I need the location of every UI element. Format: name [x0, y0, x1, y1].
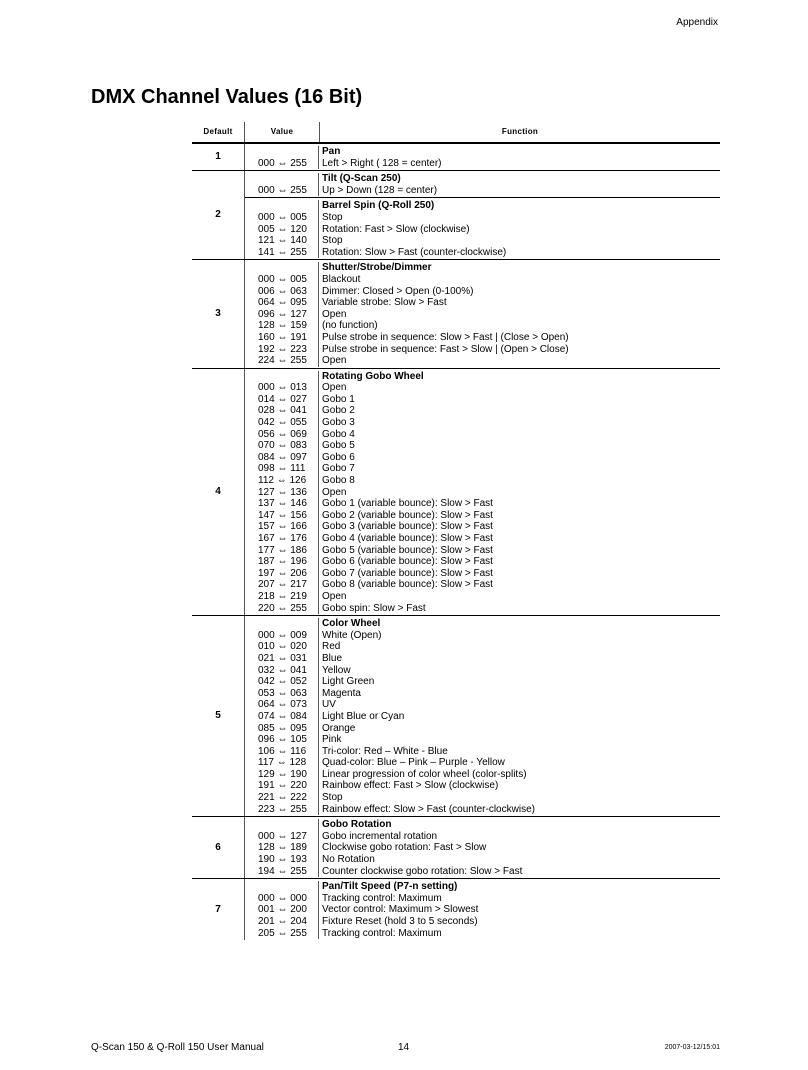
header-default: Default [192, 122, 245, 142]
function-description: Rotation: Slow > Fast (counter-clockwise) [322, 246, 507, 258]
dmx-range: 224 ⇔ 255 [245, 355, 319, 367]
table-header [192, 122, 720, 144]
function-description: UV [322, 699, 336, 711]
channel-default: 7 [192, 879, 245, 940]
function-description: White (Open) [322, 629, 382, 641]
channel-blocks [245, 171, 720, 259]
table-row [245, 591, 720, 603]
function-description: Blackout [322, 273, 361, 285]
channel-default: 1 [192, 144, 245, 170]
table-row [245, 579, 720, 591]
table-row [245, 394, 720, 406]
table-row [245, 212, 720, 224]
table-row [245, 475, 720, 487]
table-row [245, 928, 720, 940]
table-row [245, 568, 720, 580]
dmx-range: 000 ⇔ 013 [245, 382, 319, 394]
dmx-range: 207 ⇔ 217 [245, 579, 319, 591]
table-row [245, 545, 720, 557]
table-row [245, 498, 720, 510]
function-heading: Pan [322, 146, 341, 157]
function-description: Dimmer: Closed > Open (0-100%) [322, 285, 474, 297]
function-description: Stop [322, 235, 343, 247]
dmx-range: 194 ⇔ 255 [245, 866, 319, 878]
table-row [245, 723, 720, 735]
function-description: Gobo 5 (variable bounce): Slow > Fast [322, 544, 493, 556]
table-row [245, 556, 720, 568]
table-row [245, 355, 720, 367]
table-row [245, 665, 720, 677]
table-row [245, 842, 720, 854]
table-row [245, 429, 720, 441]
function-heading-row [245, 200, 720, 212]
function-description: Light Blue or Cyan [322, 710, 405, 722]
dmx-range: 127 ⇔ 136 [245, 487, 319, 499]
table-row [245, 309, 720, 321]
dmx-range: 221 ⇔ 222 [245, 792, 319, 804]
function-description: Blue [322, 652, 343, 664]
function-description: Pulse strobe in sequence: Fast > Slow | (Open > Close) [322, 343, 569, 355]
function-heading: Color Wheel [322, 618, 381, 630]
dmx-range: 128 ⇔ 189 [245, 842, 319, 854]
function-heading: Tilt (Q-Scan 250) [322, 173, 401, 185]
function-description: Gobo 8 [322, 475, 355, 487]
function-description: Orange [322, 722, 356, 734]
channel-blocks [245, 616, 720, 816]
dmx-range: 177 ⇔ 186 [245, 545, 319, 557]
dmx-range: 000 ⇔ 009 [245, 630, 319, 642]
dmx-range: 220 ⇔ 255 [245, 603, 319, 615]
dmx-range: 117 ⇔ 128 [245, 757, 319, 769]
channel-default: 6 [192, 817, 245, 878]
table-row [245, 854, 720, 866]
function-description: Open [322, 355, 347, 367]
table-row [245, 630, 720, 642]
value-cell [245, 200, 319, 212]
function-heading-row [245, 146, 720, 158]
table-row [245, 463, 720, 475]
dmx-range: 053 ⇔ 063 [245, 688, 319, 700]
footer-date: 2007-03-12/15:01 [664, 1044, 720, 1051]
header-function: Function [501, 127, 539, 137]
channel-section [192, 171, 720, 260]
dmx-range: 074 ⇔ 084 [245, 711, 319, 723]
table-row [245, 831, 720, 843]
table-row [245, 792, 720, 804]
dmx-range: 218 ⇔ 219 [245, 591, 319, 603]
function-description: Gobo 5 [322, 440, 355, 452]
function-description: Rainbow effect: Slow > Fast (counter-clockwise) [322, 803, 535, 815]
dmx-range: 106 ⇔ 116 [245, 746, 319, 758]
dmx-range: 085 ⇔ 095 [245, 723, 319, 735]
value-cell [245, 371, 319, 383]
table-row [245, 417, 720, 429]
table-body [192, 144, 720, 940]
function-description: Gobo 8 (variable bounce): Slow > Fast [322, 579, 493, 591]
dmx-range: 137 ⇔ 146 [245, 498, 319, 510]
function-description: Gobo 7 (variable bounce): Slow > Fast [322, 567, 493, 579]
channel-blocks [245, 879, 720, 940]
function-block [245, 616, 720, 816]
dmx-range: 167 ⇔ 176 [245, 533, 319, 545]
channel-section [192, 879, 720, 940]
function-description: Gobo 6 [322, 451, 355, 463]
header-value: Value [245, 122, 320, 142]
table-row [245, 405, 720, 417]
function-description: Gobo 2 (variable bounce): Slow > Fast [322, 509, 493, 521]
function-description: Gobo 3 [322, 417, 355, 429]
channel-blocks [245, 144, 720, 170]
table-row [245, 688, 720, 700]
table-row [245, 274, 720, 286]
table-row [245, 746, 720, 758]
table-row [245, 904, 720, 916]
table-row [245, 510, 720, 522]
dmx-range: 205 ⇔ 255 [245, 928, 319, 940]
dmx-range: 147 ⇔ 156 [245, 510, 319, 522]
dmx-range: 000 ⇔ 255 [245, 185, 319, 197]
table-row [245, 487, 720, 499]
dmx-range: 098 ⇔ 111 [245, 463, 319, 475]
dmx-range: 000 ⇔ 127 [245, 831, 319, 843]
function-description: Counter clockwise gobo rotation: Slow > Fast [322, 865, 523, 877]
dmx-range: 014 ⇔ 027 [245, 394, 319, 406]
value-cell [245, 881, 319, 893]
table-row [245, 185, 720, 197]
function-description: Red [322, 641, 341, 653]
table-row [245, 533, 720, 545]
dmx-range: 001 ⇔ 200 [245, 904, 319, 916]
function-description: Tracking control: Maximum [322, 927, 442, 939]
table-row [245, 332, 720, 344]
function-description: Magenta [322, 687, 361, 699]
dmx-range: 084 ⇔ 097 [245, 452, 319, 464]
table-row [245, 382, 720, 394]
dmx-range: 121 ⇔ 140 [245, 235, 319, 247]
dmx-range: 129 ⇔ 190 [245, 769, 319, 781]
function-heading-row [245, 173, 720, 185]
table-row [245, 757, 720, 769]
table-row [245, 653, 720, 665]
channel-blocks [245, 817, 720, 878]
function-heading-row [245, 262, 720, 274]
table-row [245, 247, 720, 259]
function-heading: Gobo Rotation [322, 819, 392, 831]
table-row [245, 603, 720, 615]
footer-manual-title: Q-Scan 150 & Q-Roll 150 User Manual [91, 1042, 264, 1053]
table-row [245, 699, 720, 711]
running-header: Appendix [676, 17, 718, 28]
dmx-channel-table [192, 122, 720, 940]
table-row [245, 235, 720, 247]
table-row [245, 440, 720, 452]
function-description: Linear progression of color wheel (color-splits) [322, 768, 527, 780]
dmx-range: 160 ⇔ 191 [245, 332, 319, 344]
channel-blocks [245, 369, 720, 615]
function-description: Left > Right ( 128 = center) [322, 157, 442, 169]
dmx-range: 010 ⇔ 020 [245, 641, 319, 653]
table-row [245, 297, 720, 309]
channel-section [192, 144, 720, 171]
function-description: Gobo 7 [322, 463, 355, 475]
function-description: Gobo 1 [322, 393, 355, 405]
dmx-range: 000 ⇔ 005 [245, 274, 319, 286]
table-row [245, 804, 720, 816]
function-description: Fixture Reset (hold 3 to 5 seconds) [322, 916, 478, 927]
function-description: Rainbow effect: Fast > Slow (clockwise) [322, 780, 499, 792]
dmx-range: 042 ⇔ 055 [245, 417, 319, 429]
footer-page-number: 14 [398, 1042, 410, 1053]
function-description: Pink [322, 734, 342, 746]
function-description: Light Green [322, 676, 375, 688]
function-block [245, 171, 720, 198]
dmx-range: 070 ⇔ 083 [245, 440, 319, 452]
function-description: Tri-color: Red – White - Blue [322, 745, 448, 757]
function-description: Quad-color: Blue – Pink – Purple - Yellow [322, 757, 505, 769]
dmx-range: 064 ⇔ 073 [245, 699, 319, 711]
function-description: Gobo 4 (variable bounce): Slow > Fast [322, 533, 493, 544]
dmx-range: 187 ⇔ 196 [245, 556, 319, 568]
function-description: Up > Down (128 = center) [322, 184, 438, 196]
table-row [245, 916, 720, 928]
function-heading-row [245, 819, 720, 831]
value-cell [245, 173, 319, 185]
function-heading-row [245, 881, 720, 893]
table-row [245, 224, 720, 236]
page-title: DMX Channel Values (16 Bit) [91, 86, 363, 108]
dmx-range: 028 ⇔ 041 [245, 405, 319, 417]
function-heading: Pan/Tilt Speed (P7-n setting) [322, 881, 458, 893]
function-description: Gobo 2 [322, 405, 355, 417]
function-description: Stop [322, 792, 343, 804]
dmx-range: 006 ⇔ 063 [245, 286, 319, 298]
function-description: Gobo 3 (variable bounce): Slow > Fast [322, 521, 493, 533]
channel-section [192, 616, 720, 817]
table-row [245, 676, 720, 688]
dmx-range: 000 ⇔ 005 [245, 212, 319, 224]
function-description: No Rotation [322, 854, 375, 866]
dmx-range: 128 ⇔ 159 [245, 320, 319, 332]
value-cell [245, 618, 319, 630]
function-block [245, 198, 720, 259]
dmx-range: 112 ⇔ 126 [245, 475, 319, 487]
value-cell [245, 262, 319, 274]
channel-default: 2 [192, 171, 245, 259]
function-description: Open [322, 590, 347, 602]
dmx-range: 141 ⇔ 255 [245, 247, 319, 259]
channel-default: 3 [192, 260, 245, 367]
channel-section [192, 369, 720, 616]
function-description: Gobo 6 (variable bounce): Slow > Fast [322, 556, 493, 568]
dmx-range: 005 ⇔ 120 [245, 224, 319, 236]
table-row [245, 344, 720, 356]
function-description: Stop [322, 211, 343, 223]
dmx-range: 192 ⇔ 223 [245, 344, 319, 356]
function-heading-row [245, 371, 720, 383]
dmx-range: 223 ⇔ 255 [245, 804, 319, 816]
table-row [245, 320, 720, 332]
channel-section [192, 817, 720, 879]
dmx-range: 096 ⇔ 127 [245, 309, 319, 321]
function-heading-row [245, 618, 720, 630]
dmx-range: 096 ⇔ 105 [245, 734, 319, 746]
dmx-range: 042 ⇔ 052 [245, 676, 319, 688]
table-row [245, 734, 720, 746]
table-row [245, 286, 720, 298]
dmx-range: 157 ⇔ 166 [245, 521, 319, 533]
dmx-range: 021 ⇔ 031 [245, 653, 319, 665]
channel-default: 5 [192, 616, 245, 816]
table-row [245, 711, 720, 723]
function-description: (no function) [322, 320, 378, 332]
function-description: Gobo spin: Slow > Fast [322, 602, 426, 614]
function-description: Open [322, 486, 347, 498]
function-description: Vector control: Maximum > Slowest [322, 904, 479, 916]
function-heading: Shutter/Strobe/Dimmer [322, 262, 432, 274]
function-block [245, 369, 720, 615]
function-description: Gobo 4 [322, 428, 355, 440]
dmx-range: 000 ⇔ 000 [245, 893, 319, 905]
function-description: Yellow [322, 664, 351, 676]
channel-blocks [245, 260, 720, 367]
function-description: Open [322, 382, 347, 394]
dmx-range: 000 ⇔ 255 [245, 158, 319, 170]
table-row [245, 893, 720, 905]
function-description: Gobo incremental rotation [322, 830, 438, 842]
value-cell [245, 146, 319, 158]
table-row [245, 521, 720, 533]
dmx-range: 190 ⇔ 193 [245, 854, 319, 866]
function-description: Tracking control: Maximum [322, 892, 442, 904]
function-block [245, 817, 720, 878]
value-cell [245, 819, 319, 831]
dmx-range: 201 ⇔ 204 [245, 916, 319, 928]
table-row [245, 780, 720, 792]
function-heading: Rotating Gobo Wheel [322, 370, 424, 382]
table-row [245, 866, 720, 878]
dmx-range: 064 ⇔ 095 [245, 297, 319, 309]
dmx-range: 191 ⇔ 220 [245, 780, 319, 792]
function-description: Variable strobe: Slow > Fast [322, 297, 447, 309]
table-row [245, 769, 720, 781]
function-block [245, 879, 720, 940]
function-description: Open [322, 308, 347, 320]
function-description: Pulse strobe in sequence: Slow > Fast | (Close > Open) [322, 331, 569, 343]
table-row [245, 158, 720, 170]
dmx-range: 032 ⇔ 041 [245, 665, 319, 677]
function-description: Rotation: Fast > Slow (clockwise) [322, 223, 470, 235]
dmx-range: 056 ⇔ 069 [245, 429, 319, 441]
channel-section [192, 260, 720, 368]
function-block [245, 144, 720, 170]
dmx-range: 197 ⇔ 206 [245, 568, 319, 580]
function-heading: Barrel Spin (Q-Roll 250) [322, 200, 435, 212]
table-row [245, 641, 720, 653]
function-block [245, 260, 720, 367]
channel-default: 4 [192, 369, 245, 615]
table-row [245, 452, 720, 464]
function-description: Gobo 1 (variable bounce): Slow > Fast [322, 498, 493, 510]
function-description: Clockwise gobo rotation: Fast > Slow [322, 842, 487, 854]
